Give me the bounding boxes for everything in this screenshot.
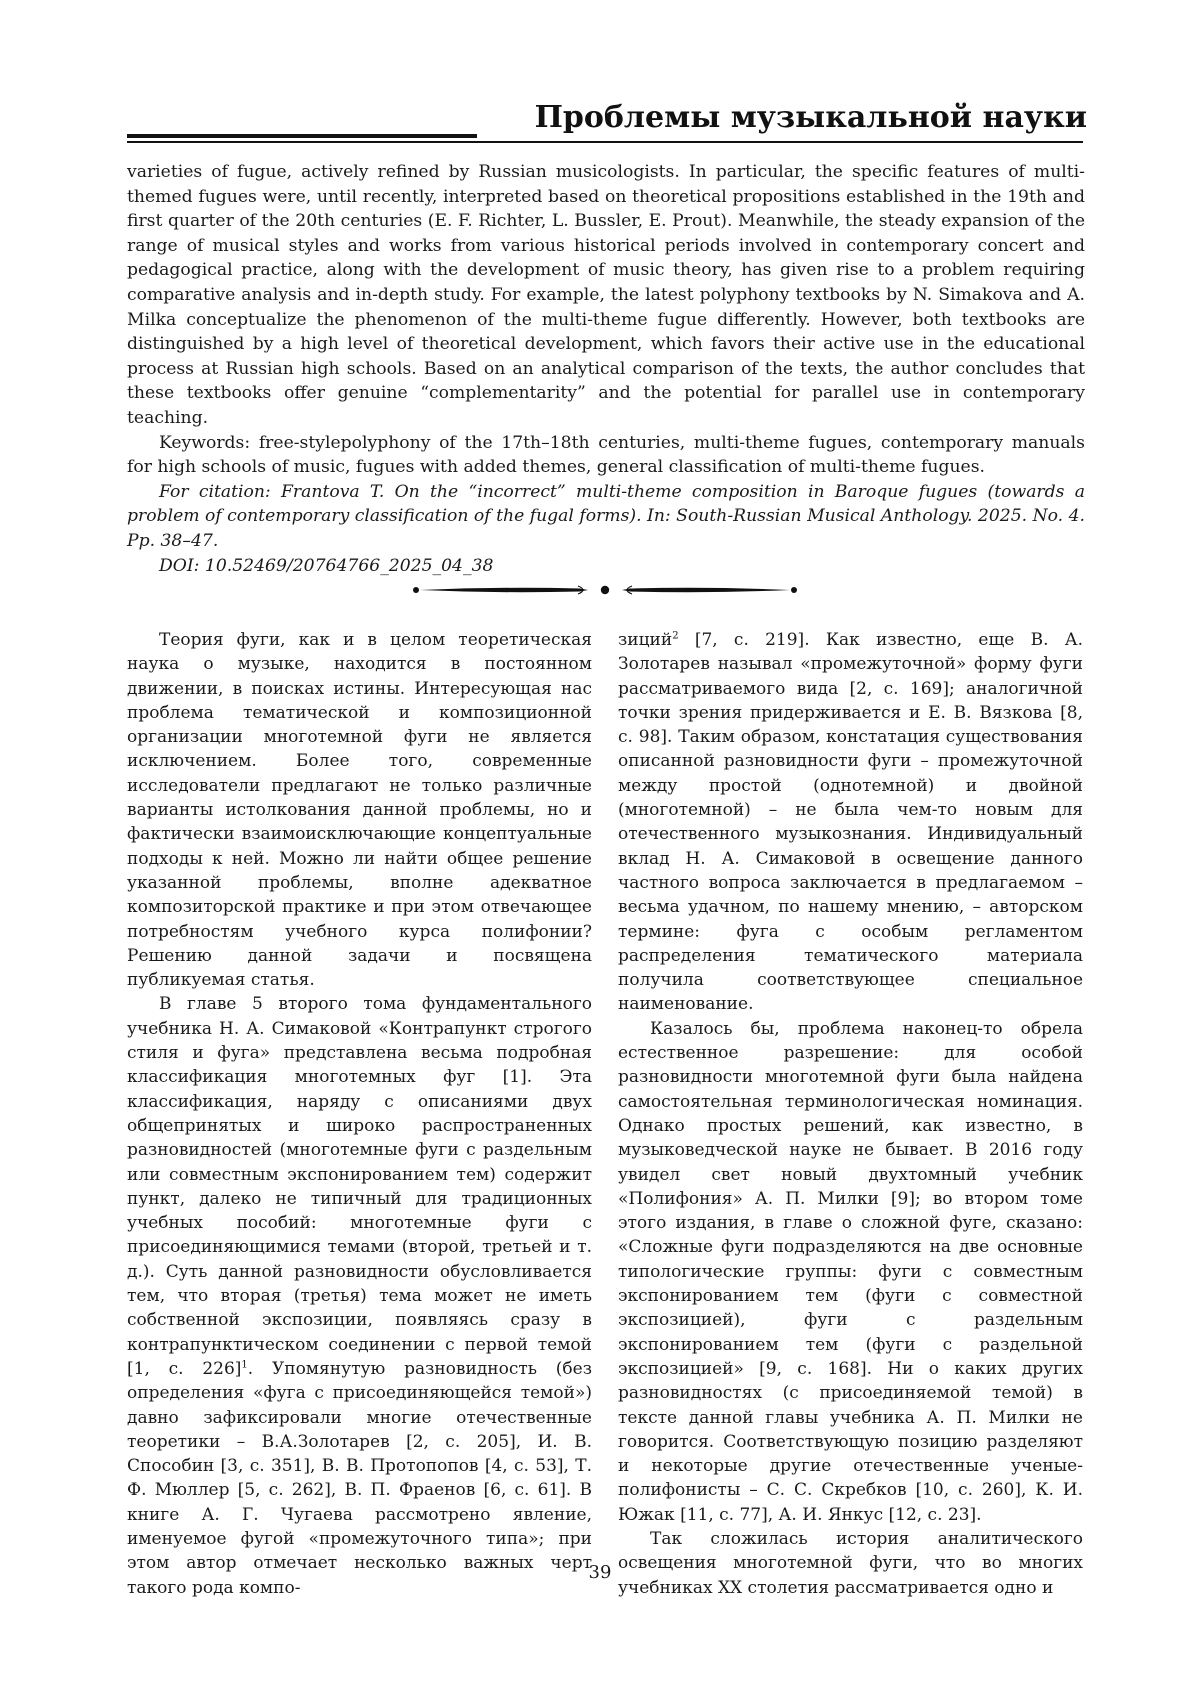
right-paragraph-2: Так сложилась история аналитического освещения многотемной фуги, что во многих учебниках XX столетия рассматривается одно и	[618, 1528, 1083, 1598]
right-paragraph-0-text-a: зиций	[618, 630, 673, 650]
header-rule-right	[477, 141, 1083, 143]
page-number: 39	[588, 1562, 612, 1583]
right-paragraph-continued	[618, 628, 1083, 1017]
abstract-doi: DOI: 10.52469/20764766_2025_04_38	[159, 555, 494, 576]
header-rule-thick	[127, 134, 477, 138]
footnote-ref-2: 2	[672, 630, 679, 642]
left-paragraph-2	[127, 992, 592, 1599]
header-rule-thin	[127, 141, 477, 143]
abstract-body: varieties of fugue, actively refined by Russian musicologists. In particular, the specific features of multi-themed fugues were, until recently, interpreted based on theoretical propositions established in the 19th and first quarter of the 20th centuries (E. F. Richter, L. Bussler, E. Prout). Meanwhile, the steady expansion of the range of musical styles and works from various historical periods involved in contemporary concert and pedagogical practice, along with the development of music theory, has given rise to a problem requiring comparative analysis and in-depth study. For example, the latest polyphony textbooks by N. Simakova and A. Milka conceptualize the phenomenon of the multi-theme fugue differently. However, both textbooks are distinguished by a high level of theoretical development, which favors their active use in the educational process at Russian high schools. Based on an analytical comparison of the texts, the author concludes that these textbooks offer genuine “complementarity” and the potential for parallel use in contemporary teaching.	[127, 162, 1085, 428]
section-divider-ornament	[410, 582, 800, 598]
footnote-ref-1: 1	[241, 1359, 248, 1371]
header-double-rule	[127, 134, 477, 144]
left-column	[127, 628, 592, 1600]
abstract-keywords: Keywords: free-stylepolyphony of the 17th–18th centuries, multi-theme fugues, contemporary manuals for high schools of music, fugues with added themes, general classification of multi-theme fugues.	[127, 432, 1085, 478]
english-abstract	[127, 160, 1085, 578]
right-paragraph-0-text-b: [7, с. 219]. Как известно, еще В. А. Золотарев называл «промежуточной» форму фуги рассматриваемого вида [2, с. 169]; аналогичной точки зрения придерживается и Е. В. Вязкова [8, с. 98]. Таким образом, констатация существования описанной разновидности фуги – промежуточной между простой (однотемной) и двойной (многотемной) – не была чем-то новым для отечественного музыкознания. Индивидуальный вклад Н. А. Симаковой в освещение данного частного вопроса заключается в предлагаемом – весьма удачном, по нашему мнению, – авторском термине: фуга с особым регламентом распределения тематического материала получила соответствующее специальное наименование.	[618, 630, 1083, 1015]
left-paragraph-2-text-a: В главе 5 второго тома фундаментального учебника Н. А. Симаковой «Контрапункт строгого стиля и фуга» представлена весьма подробная классификация многотемных фуг [1]. Эта классификация, наряду с описаниями двух общепринятых и широко распространенных разновидностей (многотемные фуги с раздельным или совместным экспонированием тем) содержит пункт, далеко не типичный для традиционных учебных пособий: многотемные фуги с присоединяющимися темами (второй, третьей и т. д.). Суть данной разновидности обусловливается тем, что вторая (третья) тема может не иметь собственной экспозиции, появляясь сразу в контрапунктическом соединении с первой темой [1, с. 226]	[127, 994, 592, 1379]
left-paragraph-2-text-b: . Упомянутую разновидность (без определения «фуга с присоединяющейся темой») давно зафиксировали многие отечественные теоретики – В.А.Золотарев [2, с. 205], И. В. Способин [3, с. 351], В. В. Протопопов [4, с. 53], Т. Ф. Мюллер [5, с. 262], В. П. Фраенов [6, с. 61]. В книге А. Г. Чугаева рассмотрено явление, именуемое фугой «промежуточного типа»; при этом автор отмечает несколько важных черт такого рода компо-	[127, 1358, 593, 1598]
left-paragraph-1: Теория фуги, как и в целом теоретическая наука о музыке, находится в постоянном движении, в поисках истины. Интересующая нас проблема тематической и композиционной организации многотемной фуги не является исключением. Более того, современные исследователи предлагают не только различные варианты истолкования данной проблемы, но и фактически взаимоисключающие концептуальные подходы к ней. Можно ли найти общее решение указанной проблемы, вполне адекватное композиторской практике и при этом отвечающее потребностям учебного курса полифонии? Решению данной задачи и посвящена публикуемая статья.	[127, 630, 592, 991]
abstract-citation: For citation: Frantova T. On the “incorrect” multi-theme composition in Baroque fugues (towards a problem of contemporary classification of the fugal forms). In: South-Russian Musical Anthology. 2025. No. 4. Pp. 38–47.	[127, 481, 1085, 551]
journal-title: Проблемы музыкальной науки	[534, 100, 1087, 135]
right-column	[618, 628, 1083, 1600]
right-paragraph-1: Казалось бы, проблема наконец-то обрела естественное разрешение: для особой разновидности многотемной фуги была найдена самостоятельная терминологическая номинация. Однако простых решений, как известно, в музыковедческой науке не бывает. В 2016 году увидел свет новый двухтомный учебник «Полифония» А. П. Милки [9]; во втором томе этого издания, в главе о сложной фуге, сказано: «Сложные фуги подразделяются на две основные типологические группы: фуги с совместным экспонированием тем (фуги с совместной экспозицией), фуги с раздельным экспонированием тем (фуги с раздельной экспозицией» [9, с. 168]. Ни о каких других разновидностях (с присоединяемой темой) в тексте данной главы учебника А. П. Милки не говорится. Соответствующую позицию разделяют и некоторые другие отечественные ученые-полифонисты – С. С. Скребков [10, с. 260], К. И. Южак [11, с. 77], А. И. Янкус [12, с. 23].	[618, 1018, 1083, 1525]
